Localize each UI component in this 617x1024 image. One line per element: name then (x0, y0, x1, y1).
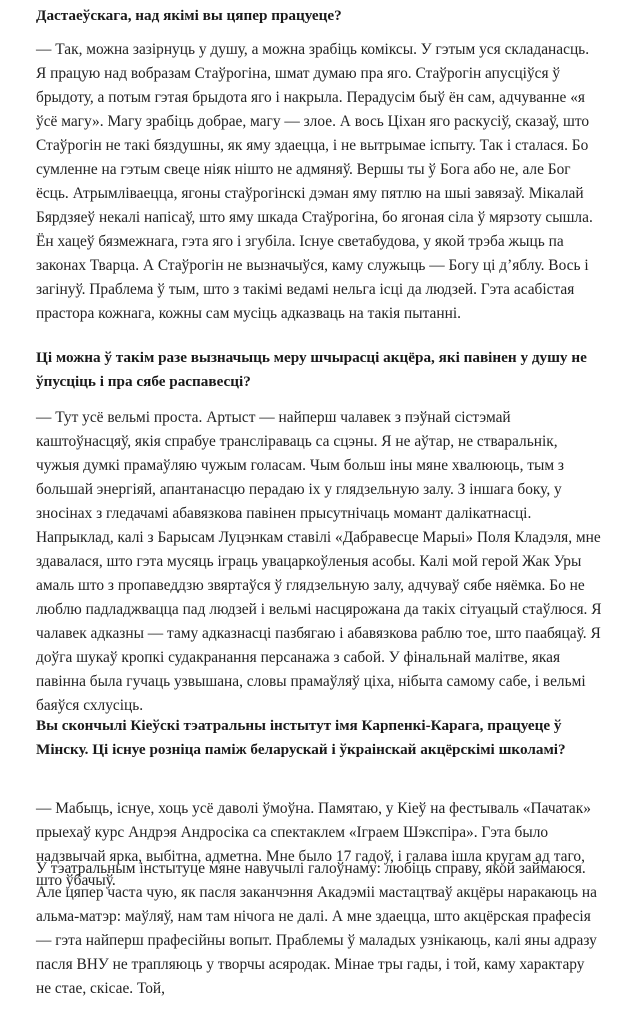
interview-question: Дастаеўскага, над якімі вы цяпер працуеце? (36, 7, 342, 24)
interview-answer: У тэатральным інстытуце мяне навучылі галоўнаму: любіць справу, якой займаюся. Але цяпер часта чую, як пасля заканчэння Акадэміі мастацтваў акцёры наракаюць на альма-матэр: маўляў, нам там нічога не далі. А мне здаецца, што акцёрская прафесія — гэта найперш прафесійны вопыт. Праблемы ў маладых узнікаюць, калі яны адразу пасля ВНУ не трапляюць у творчы асяродак. Мінае тры гады, і той, каму характару не стае, скісае. Той, (36, 860, 597, 997)
interview-question: Ці можна ў такім разе вызначыць меру шчырасці акцёра, які павінен у душу не ўпусціць і пра сябе распавесці? (36, 349, 587, 390)
interview-question: Вы скончылі Кіеўскі тэатральны інстытут імя Карпенкі-Карага, працуеце ў Мінску. Ці існуе розніца паміж беларускай і ўкраінскай акцёрскімі школамі? (36, 717, 566, 758)
interview-answer: — Так, можна зазірнуць у душу, а можна зрабіць коміксы. У гэтым уся складанасць. Я працую над вобразам Стаўрогіна, шмат думаю пра яго. Стаўрогін апусціўся ў брыдоту, а потым гэтая брыдота яго і накрыла. Перадусім быў ён сам, адчуваннe «я ўсё магу». Магу зрабіць добрае, магу — злое. А вось Ціхан яго раскусіў, сказаў, што Стаўрогін не такі бяздушны, як яму здаецца, і не вытрымае іспыту. Так і сталася. Бо сумленне на гэтым свеце ніяк нішто не адмяняў. Вершы ты ў Бога або не, але Бог ёсць. Атрымліваецца, ягоны стаўрогінскі дэман яму пятлю на шыі завязаў. Мікалай Бярдзяеў некалі напісаў, што яму шкада Стаўрогіна, бо ягоная сіла ў мярзоту сышла. Ён хацеў бязмежнага, гэта яго і згубіла. Існуе светабудова, у якой трэба жыць па законах Тварца. А Стаўрогін не вызначыўся, каму служыць — Богу ці д’яблу. Вось і загінуў. Праблема ў тым, што з такімі ведамі нельга ісці да людзей. Гэта асабістая прастора кожнага, кожны сам мусіць адказваць на такія пытанні. (36, 41, 593, 322)
interview-answer: — Мабыць, існуе, хоць усё даволі ўмоўна. Памятаю, у Кіеў на фестываль «Пачатак» прыехаў курс Андрэя Андросіка са спектаклем «Іграем Шэкспіра». Гэта было надзвычай ярка, выбітна, адметна. Мне было 17 гадоў, і галава ішла кругам ад таго, што ўбачыў. (36, 800, 591, 889)
interview-answer: — Тут усё вельмі проста. Артыст — найперш чалавек з пэўнай сістэмай каштоўнасцяў, якія спрабуе транслiраваць са сцэны. Я не аўтар, не стваральнік, чужыя думкі прамаўляю чужым голасам. Чым больш іны мяне хвалююць, тым з большай энергіяй, апантанасцю перадаю іх у глядзельную залу. З іншага боку, у зносінах з гледачамі абавязкова павінен прысутнічаць момант далікатнасці. Напрыклад, калі з Барысам Луцэнкам ставілі «Дабравесце Марыі» Поля Кладэля, мне здавалася, што гэта мусяць іграць увацаркоўленыя асобы. Калі мой герой Жак Уры амаль што з пропаведдзю звяртаўся ў глядзельную залу, адчуваў сябе няёмка. Бо не люблю падладжвацца пад людзей і вельмі насцярожана да такіх сітуацый стаўлюся. Я чалавек адказны — таму адказнасці пазбягаю і абавязкова раблю тое, што паабяцаў. Я доўга шукаў кропкі судакранання персанажа з сабой. У фінальнай малітве, якая павінна была гучаць узвышана, словы прамаўляў ціха, нібыта самому сабе, і вельмі баяўся схлусіць. (36, 409, 602, 714)
